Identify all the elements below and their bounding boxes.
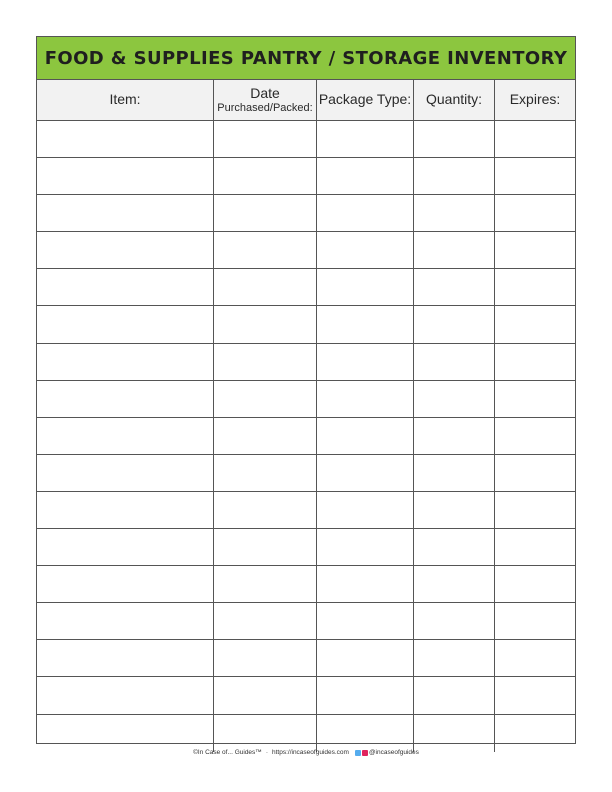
- footer-copyright: ©In Case of... Guides™: [193, 749, 262, 756]
- table-cell[interactable]: [214, 715, 317, 752]
- table-cell[interactable]: [214, 677, 317, 714]
- table-cell[interactable]: [37, 381, 214, 418]
- table-cell[interactable]: [495, 344, 575, 381]
- table-cell[interactable]: [317, 344, 414, 381]
- footer-separator: ·: [265, 749, 268, 756]
- table-cell[interactable]: [214, 158, 317, 195]
- table-cell[interactable]: [214, 344, 317, 381]
- table-cell[interactable]: [317, 640, 414, 677]
- table-cell[interactable]: [495, 529, 575, 566]
- table-cell[interactable]: [414, 232, 495, 269]
- table-cell[interactable]: [37, 158, 214, 195]
- table-cell[interactable]: [495, 306, 575, 343]
- table-cell[interactable]: [414, 269, 495, 306]
- table-cell[interactable]: [37, 418, 214, 455]
- footer-social-handle[interactable]: @incaseofguides: [368, 749, 419, 756]
- table-cell[interactable]: [214, 232, 317, 269]
- table-cell[interactable]: [214, 306, 317, 343]
- table-cell[interactable]: [214, 529, 317, 566]
- table-cell[interactable]: [37, 529, 214, 566]
- table-cell[interactable]: [214, 492, 317, 529]
- table-cell[interactable]: [495, 677, 575, 714]
- table-cell[interactable]: [214, 381, 317, 418]
- table-cell[interactable]: [214, 640, 317, 677]
- inventory-sheet: [36, 36, 576, 744]
- table-cell[interactable]: [37, 455, 214, 492]
- table-cell[interactable]: [414, 195, 495, 232]
- table-cell[interactable]: [414, 344, 495, 381]
- footer: [0, 749, 612, 756]
- column-header: [37, 80, 214, 121]
- table-cell[interactable]: [37, 195, 214, 232]
- table-cell[interactable]: [37, 640, 214, 677]
- table-cell[interactable]: [495, 418, 575, 455]
- table-cell[interactable]: [317, 158, 414, 195]
- table-cell[interactable]: [317, 715, 414, 752]
- pinterest-icon[interactable]: [362, 750, 368, 756]
- table-cell[interactable]: [37, 306, 214, 343]
- column-header: [214, 80, 317, 121]
- table-cell[interactable]: [317, 306, 414, 343]
- table-cell[interactable]: [37, 715, 214, 752]
- table-cell[interactable]: [214, 121, 317, 158]
- table-cell[interactable]: [414, 603, 495, 640]
- table-cell[interactable]: [37, 121, 214, 158]
- table-cell[interactable]: [317, 492, 414, 529]
- table-cell[interactable]: [495, 232, 575, 269]
- table-cell[interactable]: [37, 677, 214, 714]
- table-cell[interactable]: [495, 640, 575, 677]
- table-cell[interactable]: [495, 158, 575, 195]
- table-cell[interactable]: [317, 529, 414, 566]
- title-bar: [37, 37, 575, 80]
- table-cell[interactable]: [414, 455, 495, 492]
- table-cell[interactable]: [214, 418, 317, 455]
- table-cell[interactable]: [495, 269, 575, 306]
- table-cell[interactable]: [37, 603, 214, 640]
- table-cell[interactable]: [495, 715, 575, 752]
- table-cell[interactable]: [495, 381, 575, 418]
- table-cell[interactable]: [214, 195, 317, 232]
- table-cell[interactable]: [414, 121, 495, 158]
- table-cell[interactable]: [37, 269, 214, 306]
- table-cell[interactable]: [495, 492, 575, 529]
- table-cell[interactable]: [37, 566, 214, 603]
- column-header-label: Package Type:: [318, 91, 412, 108]
- page-title: FOOD & SUPPLIES PANTRY / STORAGE INVENTORY: [44, 47, 568, 69]
- table-cell[interactable]: [414, 306, 495, 343]
- table-cell[interactable]: [214, 455, 317, 492]
- table-cell[interactable]: [37, 492, 214, 529]
- table-cell[interactable]: [317, 121, 414, 158]
- table-cell[interactable]: [317, 195, 414, 232]
- column-header-sublabel: Purchased/Packed:: [217, 102, 313, 115]
- table-cell[interactable]: [317, 603, 414, 640]
- footer-url[interactable]: https://incaseofguides.com: [271, 749, 349, 756]
- column-header: [414, 80, 495, 121]
- column-header-label: Item:: [109, 91, 141, 108]
- table-cell[interactable]: [317, 232, 414, 269]
- table-cell[interactable]: [414, 418, 495, 455]
- table-cell[interactable]: [317, 455, 414, 492]
- table-cell[interactable]: [317, 566, 414, 603]
- table-cell[interactable]: [495, 455, 575, 492]
- table-cell[interactable]: [317, 381, 414, 418]
- table-cell[interactable]: [317, 269, 414, 306]
- table-cell[interactable]: [214, 269, 317, 306]
- column-header: [495, 80, 575, 121]
- table-cell[interactable]: [214, 566, 317, 603]
- table-cell[interactable]: [414, 381, 495, 418]
- column-header-label: Expires:: [509, 91, 561, 108]
- twitter-icon[interactable]: [355, 750, 361, 756]
- table-cell[interactable]: [495, 566, 575, 603]
- table-cell[interactable]: [37, 344, 214, 381]
- table-cell[interactable]: [414, 677, 495, 714]
- table-cell[interactable]: [414, 640, 495, 677]
- table-cell[interactable]: [414, 566, 495, 603]
- table-cell[interactable]: [414, 715, 495, 752]
- column-header: [317, 80, 414, 121]
- table-cell[interactable]: [414, 529, 495, 566]
- table-cell[interactable]: [37, 232, 214, 269]
- inventory-table: [37, 80, 575, 752]
- table-cell[interactable]: [414, 158, 495, 195]
- table-cell[interactable]: [495, 195, 575, 232]
- table-cell[interactable]: [214, 603, 317, 640]
- table-cell[interactable]: [495, 603, 575, 640]
- table-cell[interactable]: [317, 677, 414, 714]
- table-cell[interactable]: [414, 492, 495, 529]
- table-cell[interactable]: [317, 418, 414, 455]
- table-cell[interactable]: [495, 121, 575, 158]
- column-header-label: Date: [250, 84, 280, 101]
- column-header-label: Quantity:: [425, 91, 483, 108]
